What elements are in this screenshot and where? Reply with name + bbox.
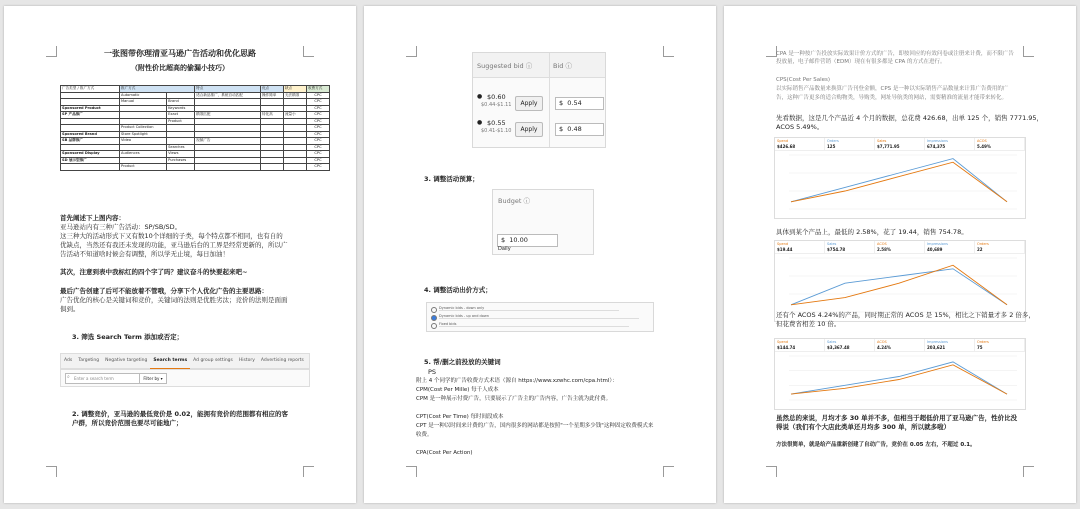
metric-value: 2.58% — [877, 247, 891, 252]
ad-types-table — [60, 85, 330, 171]
paragraph-line: 附上 4 个同学的广告收费方式术语（源自 https://www.xzwhc.com/cpa.html）： — [416, 378, 618, 384]
table-cell: CPC — [306, 99, 329, 106]
paragraph-line: 俱到。 — [60, 305, 80, 313]
metric-tile — [875, 339, 925, 351]
metric-label: ACOS — [877, 242, 887, 246]
metric-tile — [925, 339, 975, 351]
line-chart — [775, 254, 1021, 318]
tab-search-terms[interactable]: Search terms — [150, 354, 190, 369]
metric-label: Sales — [877, 139, 887, 143]
table-cell — [260, 164, 283, 171]
metric-tile — [775, 241, 825, 253]
metric-label: Spend — [777, 340, 789, 344]
metric-tile — [775, 138, 825, 150]
table-cell: Store Spotlight — [120, 131, 167, 138]
metric-tiles — [775, 138, 1025, 151]
document-page-3 — [724, 6, 1076, 503]
budget-unit: Daily — [498, 246, 511, 252]
series-line — [791, 162, 1007, 202]
page-subtitle: （附性价比超高的偷漏小技巧） — [131, 64, 229, 72]
table-corner: 广告类型 / 推广方式 — [61, 86, 120, 93]
metric-value: 125 — [827, 144, 836, 149]
crop-mark — [406, 46, 417, 57]
table-header: 特点 — [195, 86, 261, 93]
table-cell: CPC — [306, 157, 329, 164]
tab-history[interactable]: History — [238, 358, 255, 363]
table-header: 优点 — [260, 86, 283, 93]
table-cell: 转化高 — [260, 112, 283, 119]
table-cell: Views — [167, 151, 195, 158]
text-line — [439, 326, 629, 327]
table-cell: CPC — [306, 112, 329, 119]
metric-value: 674,375 — [927, 144, 946, 149]
crop-mark — [303, 466, 314, 477]
metric-label: Orders — [977, 340, 989, 344]
table-cell: CPC — [306, 92, 329, 99]
table-cell: SD 展示型推广 — [61, 157, 120, 164]
apply-button[interactable]: Apply — [515, 122, 543, 137]
tab-bar — [60, 353, 310, 369]
table-cell: Purchases — [167, 157, 195, 164]
table-cell: 流量小 — [283, 112, 306, 119]
paragraph-line: 方法很简单，就是给产品重新创建了自动广告，竞价在 0.05 左右，不超过 0.1。 — [776, 442, 976, 448]
metric-tiles — [775, 241, 1025, 254]
search-icon: ⌕ — [67, 374, 70, 380]
para-heading: 其次，注意到表中我标红的四个字了吗？建议奋斗的快要起来吧~ — [60, 268, 248, 276]
text-line — [439, 310, 619, 311]
document-page-1 — [4, 6, 356, 503]
table-cell — [167, 164, 195, 171]
suggested-bid-range: $0.41-$1.10 — [481, 128, 512, 134]
metric-value: $426.68 — [777, 144, 796, 149]
metric-value: $19.44 — [777, 247, 793, 252]
step-heading: 3. 调整活动预算； — [424, 175, 479, 183]
search-toolbar — [60, 369, 310, 387]
table-cell: Video — [120, 138, 167, 145]
tab-ads[interactable]: Ads — [64, 358, 73, 363]
crop-mark — [406, 466, 417, 477]
step-heading: 3. 筛选 Search Term 添加或否定； — [72, 333, 184, 341]
metric-tile — [975, 241, 1025, 253]
paragraph-line: 这三种大的活动形式下又有数10个详细的子类，每个特点都不相同，也有自的 — [60, 232, 283, 240]
metric-tile — [825, 339, 875, 351]
metric-tile — [825, 138, 875, 150]
paragraph-line: 收费。 — [416, 432, 433, 438]
document-page-2 — [364, 6, 716, 503]
table-cell: CPC — [306, 164, 329, 171]
step-heading: 户群，所以竞价范围也要尽可能地广； — [72, 419, 183, 427]
radio-label: Dynamic bids - up and down — [439, 314, 489, 318]
paragraph-line: 虽然总的来说，月均才多 30 单并不多，但相当于超低价用了亚马逊广告，性价比没 — [776, 414, 1018, 422]
paragraph-line: 优缺点，当然还有我还未发现的功能，亚马逊后台的工界是经常更新的，所以广 — [60, 241, 288, 249]
radio-label: Dynamic bids - down only — [439, 306, 485, 310]
table-cell: Product — [120, 164, 167, 171]
tab-advertising-reports[interactable]: Advertising reports — [260, 358, 304, 363]
bid-input[interactable]: $ 0.54 — [555, 97, 604, 110]
table-cell: 操作简单 — [260, 92, 283, 99]
paragraph-line: 亚马逊站内有三种广告活动：SP/SB/SD。 — [60, 223, 182, 231]
step-heading: 4. 调整活动出价方式； — [424, 286, 492, 294]
search-input[interactable]: Enter a search term — [65, 373, 141, 384]
metric-label: Spend — [777, 139, 789, 143]
paragraph-line: CPT 是一种以时间来计费的广告，国内很多的网站都是按照"一个星期多少钱"这种固定收费模式来 — [416, 423, 654, 429]
table-cell: CPC — [306, 138, 329, 145]
series-line — [791, 269, 1007, 305]
metric-value: 75 — [977, 345, 983, 350]
radio-label: Fixed bids — [439, 322, 457, 326]
page-title: 一张图带你理清亚马逊广告活动和优化思路 — [104, 49, 256, 58]
bid-panel — [472, 52, 606, 148]
info-icon: ● — [477, 119, 483, 126]
table-header: 缺点 — [283, 86, 306, 93]
table-cell: 无法精准 — [283, 92, 306, 99]
table-cell: Exact — [167, 112, 195, 119]
crop-mark — [663, 466, 674, 477]
metric-tile — [925, 138, 975, 150]
metric-tile — [825, 241, 875, 253]
paragraph-line: 具体到某个产品上，最低的 2.58%，花了 19.44，销售 754.78。 — [776, 228, 968, 236]
metric-label: Impressions — [927, 242, 948, 246]
budget-panel — [492, 189, 594, 255]
metrics-chart-2 — [774, 240, 1026, 322]
suggested-bid-header: Suggested bid ⓘ — [477, 62, 533, 70]
table-cell: Sponsored Display — [61, 151, 120, 158]
metric-tile — [775, 339, 825, 351]
radio-button[interactable] — [431, 323, 437, 329]
metric-label: Spend — [777, 242, 789, 246]
step-heading: 5. 帮/删之前投放的关键词 — [424, 358, 501, 366]
tab-targeting[interactable]: Targeting — [78, 358, 100, 363]
paragraph-line: CPA 是一种按广告投放实际效果计价方式的广告，即按回应的有效问卷或注册来计费，而不限广告 — [776, 51, 1014, 57]
suggested-bid-value: $0.60 — [487, 93, 506, 101]
table-cell: Automatic — [120, 92, 167, 99]
table-cell: Searches — [167, 144, 195, 151]
crop-mark — [1023, 46, 1034, 57]
metric-value: 5.49% — [977, 144, 991, 149]
table-cell: Audiences — [120, 151, 167, 158]
paragraph-line: 得说（我们有个大店此类单还月均多 300 单，所以就多啦） — [776, 423, 951, 431]
bid-header-label: Bid ⓘ — [553, 62, 572, 70]
crop-mark — [766, 466, 777, 477]
metric-tile — [975, 339, 1025, 351]
table-cell — [195, 164, 261, 171]
metric-label: Orders — [977, 242, 989, 246]
crop-mark — [46, 466, 57, 477]
suggested-bid-value: $0.55 — [487, 119, 506, 127]
metric-value: 4.24% — [877, 345, 891, 350]
metrics-chart-1 — [774, 137, 1026, 219]
filter-dropdown[interactable]: Filter by ▾ — [139, 373, 167, 384]
suggested-bid-range: $0.44-$1.11 — [481, 102, 512, 108]
table-header: 收费方式 — [306, 86, 329, 93]
bid-input[interactable]: $ 0.48 — [555, 123, 604, 136]
table-cell: 视频广告 — [195, 138, 261, 145]
table-cell: 精准匹配 — [195, 112, 261, 119]
metric-label: Impressions — [927, 139, 948, 143]
metric-label: Orders — [827, 139, 839, 143]
table-cell: CPC — [306, 131, 329, 138]
apply-button[interactable]: Apply — [515, 96, 543, 111]
radio-button[interactable] — [431, 307, 437, 313]
paragraph-line: 还有个 ACOS 4.24%的产品，同时期正常的 ACOS 是 15%，相比之下销量才多 2 倍多， — [776, 311, 1035, 319]
series-line — [791, 362, 1007, 394]
paragraph-line: 先看数据，这是几个产品近 4 个月的数据，总花费 426.68，出单 125 个，销售 7771.95， — [776, 114, 1044, 122]
paragraph-line: 告，这种广告更多的适合购物类，导购类，网址导航类的网站，需要精准的流量才能带来转化。 — [776, 95, 1008, 101]
series-line — [791, 365, 1007, 394]
table-cell: Brand — [167, 99, 195, 106]
metric-tile — [925, 241, 975, 253]
budget-input[interactable]: $ 10.00 — [497, 234, 558, 247]
tab-ad-group-settings[interactable]: Ad group settings — [193, 358, 233, 363]
table-cell: Product Collection — [120, 125, 167, 132]
paragraph-line: 以实际销售产品数量来换算广告刊登金额，CPS 是一种以实际销售产品数量来计算广告费用的广 — [776, 86, 1009, 92]
table-cell: SP 产品推广 — [61, 112, 120, 119]
paragraph-line: 告活动不知道啥时候会有调整，所以学无止境，每日加油！ — [60, 250, 229, 258]
table-cell: CPC — [306, 144, 329, 151]
crop-mark — [1023, 466, 1034, 477]
paragraph-line: 广告优化的核心是关键词和竞价，关键词的法则是优胜劣汰；竞价的法则是面面 — [60, 296, 288, 304]
paragraph-line: CPA(Cost Per Action) — [416, 450, 473, 456]
crop-mark — [663, 46, 674, 57]
table-cell: CPC — [306, 105, 329, 112]
metric-value: $7,771.95 — [877, 144, 900, 149]
metric-tiles — [775, 339, 1025, 352]
table-cell: CPC — [306, 118, 329, 125]
metric-value: $3,367.48 — [827, 345, 850, 350]
metric-tile — [875, 241, 925, 253]
metric-value: 22 — [977, 247, 983, 252]
metric-value: 40,689 — [927, 247, 943, 252]
metric-tile — [875, 138, 925, 150]
metric-tile — [975, 138, 1025, 150]
table-cell: Product — [167, 118, 195, 125]
metric-label: Sales — [827, 340, 837, 344]
table-cell: Sponsored Brand — [61, 131, 120, 138]
table-cell: Manual — [120, 99, 167, 106]
paragraph-line: 投放量，电子邮件营销（EDM）现在有很多都是 CPA 的方式在进行。 — [776, 59, 946, 65]
paragraph-line: CPT(Cost Per Time) 每时间段成本 — [416, 414, 504, 420]
paragraph-line: CPM 是一种展示付费广告，只要展示了广告主的广告内容，广告主就为此付费。 — [416, 396, 612, 402]
radio-button-selected[interactable] — [431, 315, 437, 321]
line-chart — [775, 352, 1021, 406]
table-cell: 适合新品推广，系统自动匹配 — [195, 92, 261, 99]
table-cell: Sponsored Product — [61, 105, 120, 112]
metric-value: 203,621 — [927, 345, 946, 350]
step-heading: 2. 调整竞价，亚马逊的最低竞价是 0.02，能拥有竞价的范围都有相应的客 — [72, 410, 289, 418]
text-line — [439, 318, 639, 319]
paragraph-line: ACOS 5.49%。 — [776, 123, 824, 131]
table-cell — [283, 164, 306, 171]
info-icon: ● — [477, 93, 483, 100]
table-header: 推广方式 — [120, 86, 195, 93]
budget-label: Budget ⓘ — [498, 197, 530, 205]
para-heading: 最后广告创建了后可不能放着不管哦，分享下个人优化广告的主要思路： — [60, 287, 268, 295]
table-row — [61, 164, 330, 171]
metric-value: $754.78 — [827, 247, 846, 252]
series-line — [791, 265, 1007, 305]
bidding-strategy-panel — [426, 302, 654, 332]
table-cell — [61, 164, 120, 171]
metric-label: Impressions — [927, 340, 948, 344]
metric-value: $144.74 — [777, 345, 796, 350]
metrics-chart-3 — [774, 338, 1026, 410]
line-chart — [775, 151, 1021, 215]
ps-label: PS — [428, 368, 437, 376]
para-heading: 首先阐述下上图内容： — [60, 214, 125, 222]
paragraph-line: CPS(Cost Per Sales) — [776, 77, 831, 83]
table-cell: CPC — [306, 125, 329, 132]
metric-label: Sales — [827, 242, 837, 246]
column-divider — [549, 53, 550, 147]
table-cell: CPC — [306, 151, 329, 158]
table-cell: Keywords — [167, 105, 195, 112]
metric-label: ACOS — [877, 340, 887, 344]
table-cell: SB 品牌推广 — [61, 138, 120, 145]
paragraph-line: CPM(Cost Per Mille) 每千人成本 — [416, 387, 499, 393]
paragraph-line: 但花费省相差 10 倍。 — [776, 320, 841, 328]
tab-negative-targeting[interactable]: Negative targeting — [105, 358, 148, 363]
metric-label: ACOS — [977, 139, 987, 143]
